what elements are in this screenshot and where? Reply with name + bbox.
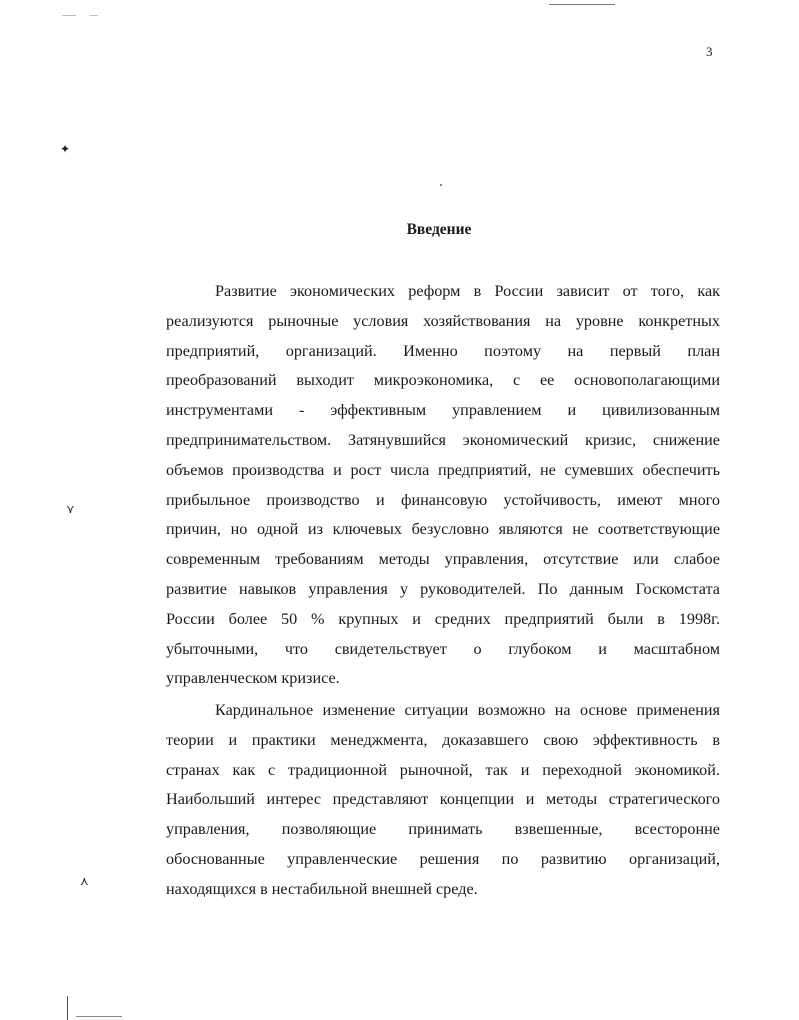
page-title: Введение: [406, 221, 472, 238]
text-line: предприятий, организаций. Именно поэтому на первый план: [166, 341, 720, 360]
text-line: убыточными, что свидетельствует о глубоком и масштабном: [166, 639, 720, 658]
text-line: Развитие экономических реформ в России зависит от того, как: [215, 282, 720, 300]
text-line: теории и практики менеджмента, доказавшего свою эффективность в: [166, 730, 720, 749]
page-number: 3: [706, 44, 713, 59]
paragraph-2: [166, 696, 720, 905]
text-line: современным требованиям методы управления, отсутствие или слабое: [166, 550, 720, 569]
scan-line-top: [549, 4, 615, 5]
text-line: прибыльное производство и финансовую устойчивость, имеют много: [166, 490, 720, 509]
binding-hole-mark-3: ⋏: [80, 874, 89, 888]
text-line: Наибольший интерес представляют концепции и методы стратегического: [166, 790, 720, 809]
text-line: странах как с традиционной рыночной, так и переходной экономикой.: [166, 760, 720, 779]
text-line: развитие навыков управления у руководителей. По данным Госкомстата: [166, 579, 720, 598]
text-line: причин, но одной из ключевых безусловно являются не соответствующие: [166, 520, 720, 539]
scan-left-edge: [67, 996, 68, 1020]
text-line: преобразований выходит микроэкономика, с ее основополагающими: [166, 371, 720, 390]
text-line: обоснованные управленческие решения по развитию организаций,: [166, 849, 720, 868]
paragraph-1: [166, 277, 720, 694]
binding-hole-mark-2: ⋎: [66, 502, 75, 516]
text-line: реализуются рыночные условия хозяйствования на уровне конкретных: [166, 311, 720, 330]
scan-bottom-line: [76, 1016, 122, 1017]
text-line: предпринимательством. Затянувшийся экономический кризис, снижение: [166, 430, 720, 449]
text-line: объемов производства и рост числа предприятий, не сумевших обеспечить: [166, 460, 720, 479]
text-line: Кардинальное изменение ситуации возможно на основе применения: [215, 701, 720, 719]
text-line: управленческом кризисе.: [166, 669, 340, 688]
scan-mark-top-left-2: [90, 15, 98, 16]
scan-mark-top-left: [62, 15, 76, 16]
scan-dot: [440, 184, 442, 186]
text-line: инструментами - эффективным управлением и цивилизованным: [166, 401, 720, 420]
binding-hole-mark-1: ✦: [60, 142, 71, 156]
text-line: управления, позволяющие принимать взвешенные, всесторонне: [166, 820, 720, 839]
text-line: России более 50 % крупных и средних предприятий были в 1998г.: [166, 609, 720, 628]
text-line: находящихся в нестабильной внешней среде.: [166, 879, 478, 898]
